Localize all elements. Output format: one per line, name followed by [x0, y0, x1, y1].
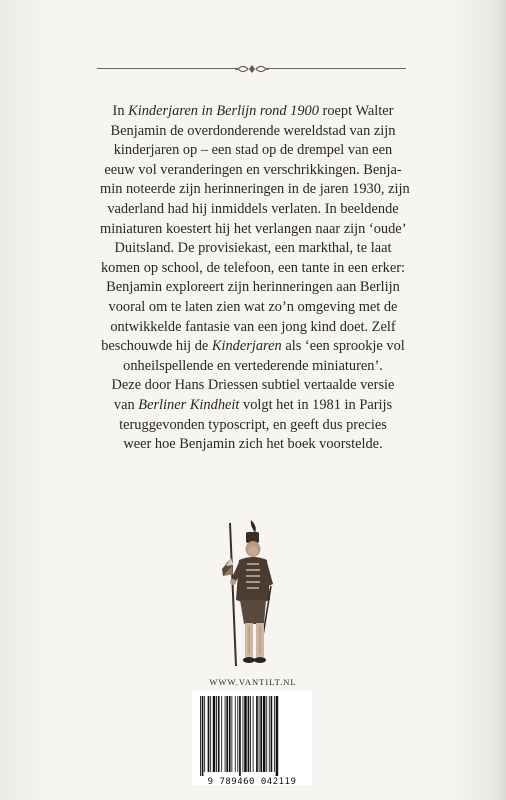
blurb-line	[100, 200, 406, 220]
back-cover-blurb	[100, 102, 410, 455]
blurb-line	[100, 435, 406, 455]
barcode-bar	[253, 696, 254, 772]
isbn-barcode	[192, 691, 312, 785]
blurb-text: Benjamin de overdonderende wereldstad van zijn	[110, 122, 396, 139]
barcode-bar	[266, 696, 267, 772]
blurb-line	[100, 161, 406, 181]
blurb-text: van	[113, 396, 139, 413]
blurb-line	[100, 278, 406, 298]
blurb-text: In	[112, 103, 129, 119]
blurb-text: beschouwde hij de	[101, 338, 212, 355]
blurb-text: Benjamin exploreert zijn herinneringen aan Berlijn	[106, 279, 400, 296]
barcode-bar	[229, 696, 231, 772]
isbn-number: 9 789460 042119	[207, 777, 297, 787]
barcode-bar	[200, 696, 201, 776]
barcode-bar	[274, 696, 275, 772]
blurb-text: Duitsland. De provisiekast, een markthal, te laat	[114, 240, 392, 257]
blurb-text: roept Walter	[318, 103, 394, 119]
barcode-bar	[269, 696, 270, 772]
blurb-text: vooral om te laten zien wat zo’n omgeving met de	[108, 298, 398, 315]
blurb-text: volgt het in 1981 in Parijs	[239, 396, 393, 413]
barcode-bar	[243, 696, 244, 772]
divider-line-left	[97, 68, 236, 69]
barcode-bar	[226, 696, 228, 772]
blurb-text: Deze door Hans Driessen subtiel vertaalde versie	[111, 377, 395, 394]
barcode-bar	[250, 696, 251, 772]
barcode-bar	[276, 696, 279, 776]
blurb-line	[100, 141, 406, 161]
blurb-line	[100, 298, 406, 318]
barcode-bar	[225, 696, 226, 772]
barcode-bar	[248, 696, 250, 772]
blurb-line	[100, 357, 406, 377]
blurb-line	[100, 180, 410, 200]
barcode-bar	[244, 696, 247, 772]
ornament-divider	[97, 63, 406, 75]
barcode-bar	[210, 696, 211, 772]
barcode-bar	[256, 696, 258, 772]
barcode-bar	[204, 696, 205, 772]
barcode-bars	[200, 696, 304, 776]
blurb-line	[100, 416, 406, 436]
ornament-divider-icon	[235, 63, 269, 75]
blurb-line	[100, 259, 406, 279]
blurb-text: weer hoe Benjamin zich het boek voorstelde.	[123, 436, 383, 453]
blurb-text: ontwikkelde fantasie van een jong kind doet. Zelf	[110, 318, 396, 335]
barcode-bar	[216, 696, 217, 772]
blurb-line	[100, 376, 406, 396]
barcode-bar	[271, 696, 273, 772]
blurb-text: miniaturen koestert hij het verlangen naar zijn ‘oude’	[100, 220, 407, 237]
barcode-bar	[237, 696, 238, 772]
blurb-text: als ‘een sprookje vol	[281, 338, 405, 355]
blurb-text: komen op school, de telefoon, een tante in een erker:	[100, 259, 406, 276]
blurb-line	[100, 102, 406, 122]
barcode-bar	[218, 696, 220, 772]
barcode-bar	[221, 696, 222, 772]
blurb-line	[100, 220, 406, 240]
barcode-bar	[235, 696, 236, 772]
blurb-line	[100, 396, 406, 416]
publisher-url: WWW.VANTILT.NL	[209, 677, 297, 687]
boy-with-flag-photo	[212, 520, 292, 670]
barcode-bar	[239, 696, 241, 776]
blurb-line	[100, 122, 406, 142]
blurb-title-italic: Kinderjaren in Berlijn rond 1900	[128, 103, 319, 119]
divider-line-right	[267, 68, 406, 69]
blurb-text: vaderland had hij inmiddels verlaten. In beeldende	[107, 200, 399, 217]
blurb-text: teruggevonden typoscript, en geeft dus precies	[119, 416, 387, 433]
barcode-bar	[213, 696, 216, 772]
barcode-bar	[259, 696, 260, 772]
blurb-text: min noteerde zijn herinneringen in de jaren 1930, zijn	[100, 181, 410, 198]
blurb-text: kinderjaren op – een stad op de drempel van een	[113, 142, 393, 159]
barcode-bar	[231, 696, 232, 772]
blurb-title-italic: Kinderjaren	[211, 338, 282, 355]
barcode-bar	[202, 696, 204, 776]
blurb-text: onheilspellende en vertederende miniaturen’.	[123, 357, 383, 374]
barcode-bar	[260, 696, 262, 772]
blurb-title-italic: Berliner Kindheit	[138, 396, 240, 413]
blurb-line	[100, 318, 406, 338]
blurb-line	[100, 239, 406, 259]
barcode-bar	[208, 696, 210, 772]
blurb-line	[100, 337, 406, 357]
barcode-bar	[263, 696, 266, 772]
blurb-text: eeuw vol veranderingen en verschrikkingen. Benja-	[104, 161, 402, 178]
